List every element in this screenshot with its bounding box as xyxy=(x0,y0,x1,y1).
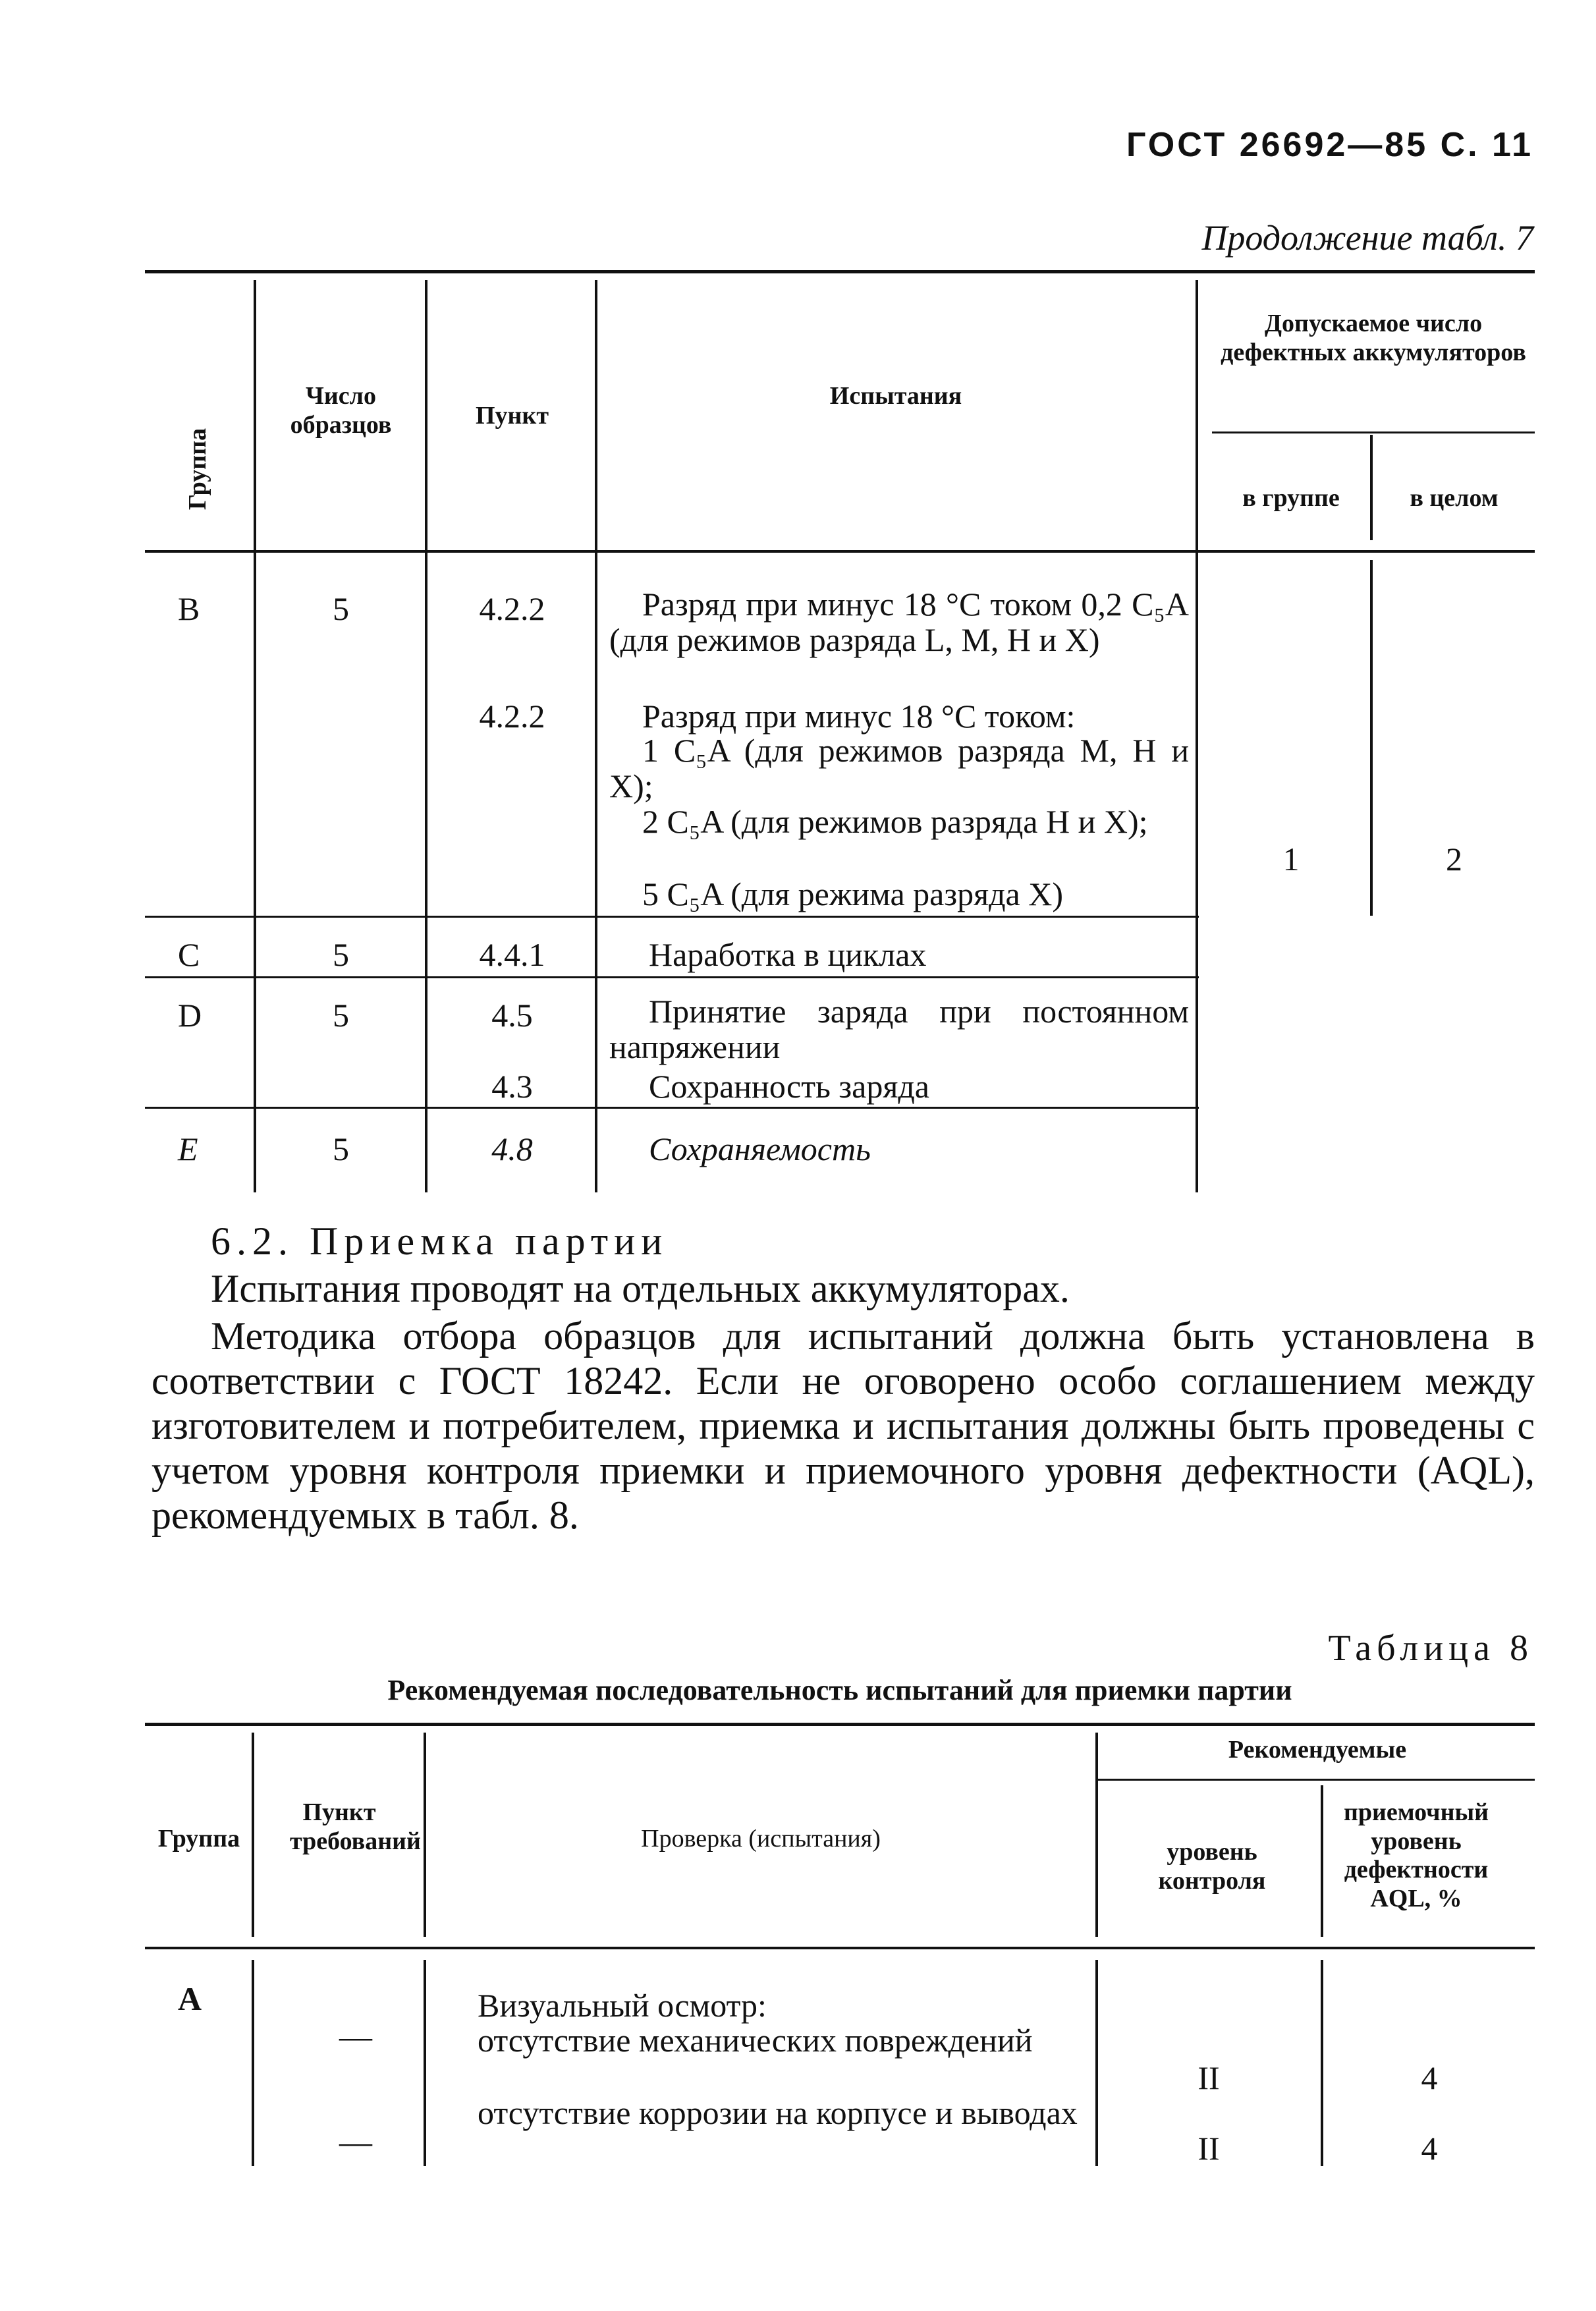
row-a-level-2: II xyxy=(1197,2130,1220,2167)
header-sub-rule xyxy=(1097,1779,1535,1781)
header-clause: Пункт xyxy=(475,402,549,430)
col-rule xyxy=(595,280,597,1192)
header-aql: приемочный уровень дефектности AQL, % xyxy=(1343,1798,1489,1913)
row-d-test-2: Сохранность заряда xyxy=(649,1068,929,1105)
col-rule xyxy=(252,1733,254,1937)
row-e-group: E xyxy=(178,1130,198,1167)
row-d-clause-1: 4.5 xyxy=(491,997,533,1034)
col-rule xyxy=(1321,1960,1323,2166)
col-rule xyxy=(252,1960,254,2166)
row-b-group: B xyxy=(178,590,200,627)
header-check: Проверка (испытания) xyxy=(641,1825,881,1852)
row-b-clause-2: 4.2.2 xyxy=(479,698,545,735)
header-recommended: Рекомендуемые xyxy=(1228,1736,1407,1764)
row-b-in-group: 1 xyxy=(1282,841,1300,877)
row-d-test-1: Принятие заряда при постоянном напряжении xyxy=(609,993,1189,1065)
col-rule xyxy=(1370,560,1373,916)
row-rule xyxy=(145,1107,1199,1109)
row-a-check-title: Визуальный осмотр: xyxy=(478,1987,767,2024)
header-in-group: в группе xyxy=(1242,484,1340,512)
col-rule xyxy=(1321,1785,1323,1937)
col-rule xyxy=(254,280,256,1192)
section-paragraph-2: Методика отбора образцов для испытаний должна быть установлена в соответствии с ГОСТ 18242. Если не оговорено особо соглашением между изготовителем и потребителем, приемка и испытания должны быть проведены с учетом уровня контроля приемки и приемочного уровня дефектности (AQL), рекомендуемых в табл. 8. xyxy=(151,1314,1535,1537)
row-d-clause-2: 4.3 xyxy=(491,1068,533,1105)
row-c-clause: 4.4.1 xyxy=(479,936,545,973)
col-rule xyxy=(424,1960,426,2166)
header-bottom-rule xyxy=(145,1947,1535,1949)
header-control-level: уровень контроля xyxy=(1158,1838,1266,1895)
row-c-samples: 5 xyxy=(333,936,349,973)
col-rule xyxy=(424,1733,426,1937)
row-b-test-2-item: 1 C₅A (для режимов разряда M, H и X); xyxy=(609,732,1189,804)
row-e-clause: 4.8 xyxy=(491,1130,533,1167)
row-a-check-1: отсутствие механических повреждений xyxy=(478,2022,1033,2059)
row-e-test: Сохраняемость xyxy=(649,1130,871,1167)
row-b-total: 2 xyxy=(1446,841,1462,877)
col-rule xyxy=(1370,435,1373,540)
row-d-group: D xyxy=(178,997,202,1034)
row-rule xyxy=(145,916,1199,918)
row-b-test-2-item: 5 C₅A (для режима разряда X) xyxy=(642,876,1063,912)
row-b-clause-1: 4.2.2 xyxy=(479,590,545,627)
row-a-group: A xyxy=(178,1980,202,2017)
row-c-test: Наработка в циклах xyxy=(649,936,927,973)
header-clause: Пункт требований xyxy=(290,1798,421,1855)
row-a-check-2: отсутствие коррозии на корпусе и выводах xyxy=(478,2094,1078,2131)
header-group: Группа xyxy=(184,428,211,511)
row-e-samples: 5 xyxy=(333,1130,349,1167)
table-top-rule xyxy=(145,1723,1535,1726)
header-samples: Число образцов xyxy=(290,382,392,439)
col-rule xyxy=(425,280,427,1192)
row-b-test-2-item: 2 C₅A (для режимов разряда H и X); xyxy=(642,803,1148,840)
table-top-rule xyxy=(145,270,1535,273)
header-sub-rule xyxy=(1212,432,1535,433)
row-a-level-1: II xyxy=(1197,2059,1220,2096)
row-a-clause-2: — xyxy=(339,2123,372,2160)
header-allowed-defects: Допускаемое число дефектных аккумуляторов xyxy=(1221,310,1526,366)
row-rule xyxy=(145,976,1199,978)
col-rule xyxy=(1095,1733,1098,1937)
col-rule xyxy=(1095,1960,1098,2166)
document-header: ГОСТ 26692—85 С. 11 xyxy=(1126,126,1533,164)
row-a-aql-1: 4 xyxy=(1421,2059,1438,2096)
header-group: Группа xyxy=(157,1825,240,1852)
header-bottom-rule xyxy=(145,550,1535,553)
header-tests: Испытания xyxy=(829,382,962,410)
row-c-group: C xyxy=(178,936,200,973)
row-a-aql-2: 4 xyxy=(1421,2130,1438,2167)
section-paragraph-1: Испытания проводят на отдельных аккумуляторах. xyxy=(211,1267,1070,1310)
table-8-label: Таблица 8 xyxy=(1328,1628,1533,1669)
header-total: в целом xyxy=(1410,484,1499,512)
row-a-clause-1: — xyxy=(339,2018,372,2055)
row-b-test-1: Разряд при минус 18 °С током 0,2 C₅A (для режимов разряда L, M, H и X) xyxy=(609,586,1189,658)
row-b-test-2-title: Разряд при минус 18 °С током: xyxy=(642,698,1076,735)
section-title: 6.2. Приемка партии xyxy=(211,1219,669,1263)
table-8-title: Рекомендуемая последовательность испытаний для приемки партии xyxy=(387,1674,1292,1706)
row-d-samples: 5 xyxy=(333,997,349,1034)
table-continuation-label: Продолжение табл. 7 xyxy=(1201,218,1533,258)
row-b-samples: 5 xyxy=(333,590,349,627)
col-rule xyxy=(1196,280,1198,1192)
